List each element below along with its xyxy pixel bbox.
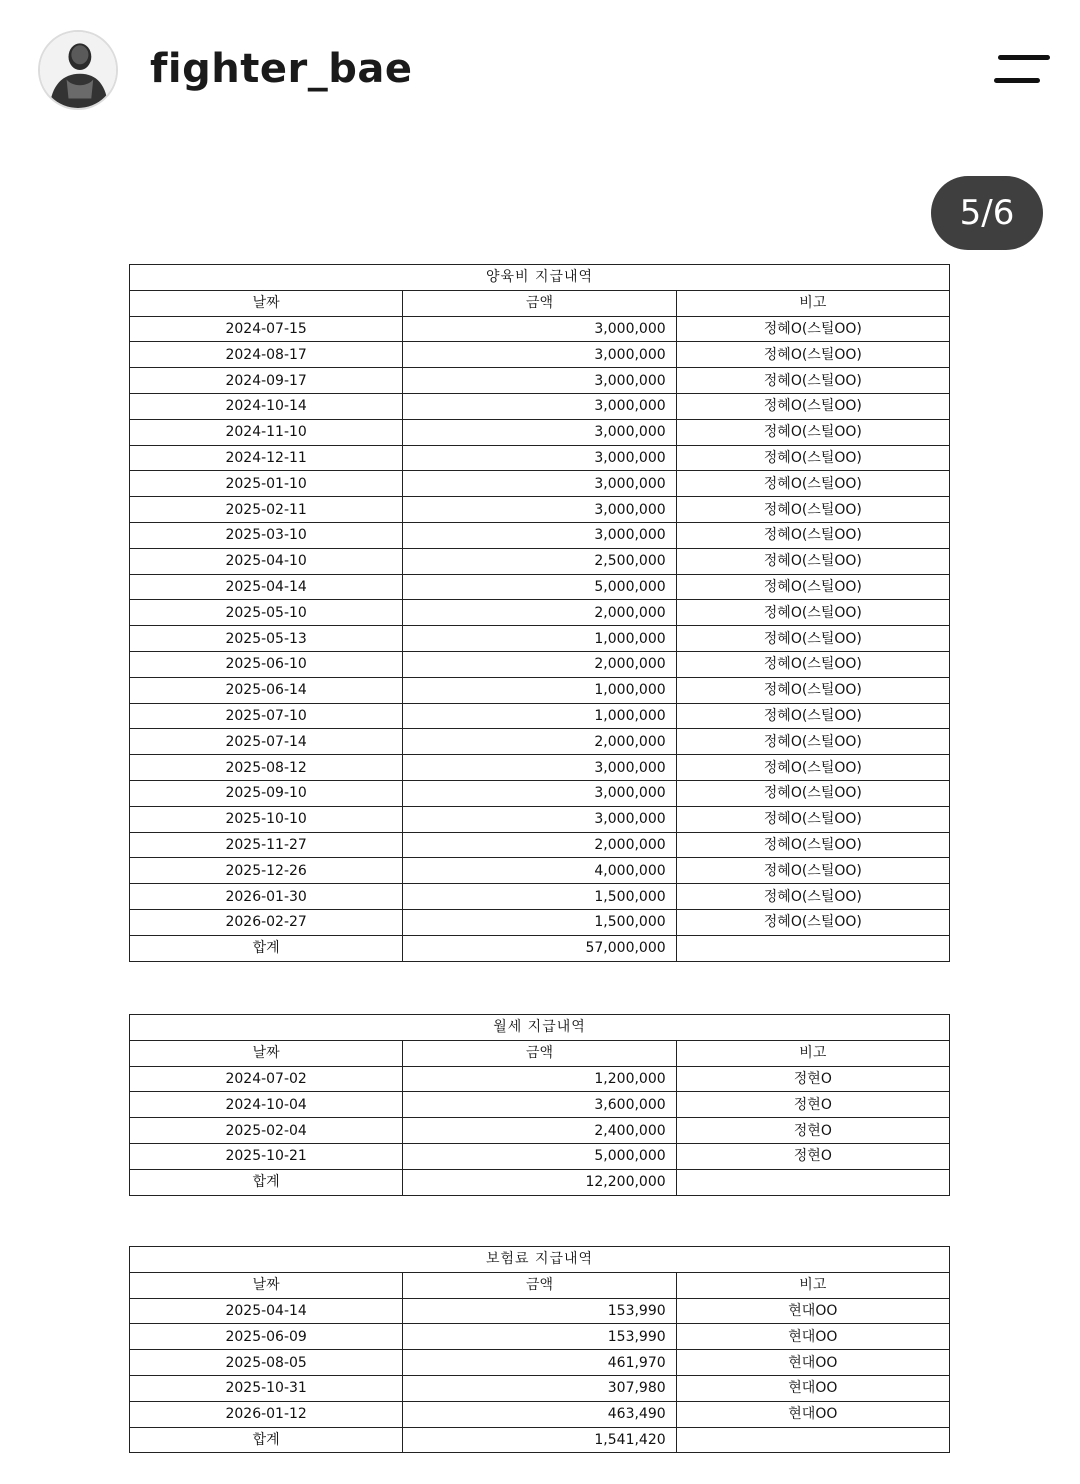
username[interactable]: fighter_bae [150,46,413,92]
cell-date: 2024-07-15 [130,316,403,342]
cell-note: 현대OO [676,1350,949,1376]
cell-amount: 3,000,000 [403,342,676,368]
table-row [130,1401,950,1427]
cell-amount: 153,990 [403,1298,676,1324]
header-date: 날짜 [130,1040,403,1066]
cell-amount: 3,000,000 [403,445,676,471]
cell-amount: 5,000,000 [403,574,676,600]
cell-amount: 3,000,000 [403,419,676,445]
table-title-row [130,1247,950,1273]
cell-note: 정현O [676,1118,949,1144]
cell-note: 현대OO [676,1298,949,1324]
cell-note: 현대OO [676,1324,949,1350]
cell-amount: 3,000,000 [403,755,676,781]
cell-amount: 2,400,000 [403,1118,676,1144]
cell-amount: 3,000,000 [403,368,676,394]
cell-amount: 2,000,000 [403,651,676,677]
table-row [130,1298,950,1324]
cell-amount: 3,000,000 [403,497,676,523]
table-row [130,677,950,703]
cell-amount: 3,000,000 [403,522,676,548]
cell-note: 정혜O(스틸OO) [676,729,949,755]
total-row [130,1169,950,1195]
table-row [130,626,950,652]
cell-note: 정혜O(스틸OO) [676,651,949,677]
hamburger-menu-icon[interactable] [990,52,1054,86]
cell-date: 2025-02-04 [130,1118,403,1144]
table-row [130,316,950,342]
total-row [130,935,950,961]
table-header-row [130,290,950,316]
cell-date: 2025-04-14 [130,574,403,600]
cell-amount: 3,000,000 [403,780,676,806]
cell-date: 2025-08-12 [130,755,403,781]
cell-date: 2025-09-10 [130,780,403,806]
table-row [130,368,950,394]
table-row [130,884,950,910]
page-indicator-badge: 5/6 [931,176,1043,250]
cell-amount: 1,000,000 [403,626,676,652]
cell-amount: 3,000,000 [403,316,676,342]
cell-note: 정혜O(스틸OO) [676,626,949,652]
cell-date: 2025-03-10 [130,522,403,548]
cell-date: 2026-01-30 [130,884,403,910]
ledger-table [129,1246,950,1453]
menu-line [998,55,1050,60]
cell-note: 정혜O(스틸OO) [676,368,949,394]
cell-date: 2024-11-10 [130,419,403,445]
cell-amount: 4,000,000 [403,858,676,884]
cell-amount: 5,000,000 [403,1143,676,1169]
cell-date: 2025-11-27 [130,832,403,858]
cell-date: 2025-12-26 [130,858,403,884]
cell-note: 정현O [676,1143,949,1169]
cell-amount: 2,500,000 [403,548,676,574]
table-row [130,497,950,523]
total-label: 합계 [130,935,403,961]
cell-date: 2024-08-17 [130,342,403,368]
cell-note: 정혜O(스틸OO) [676,574,949,600]
cell-note: 정혜O(스틸OO) [676,677,949,703]
total-amount: 1,541,420 [403,1427,676,1453]
cell-amount: 461,970 [403,1350,676,1376]
cell-note: 현대OO [676,1375,949,1401]
table-row [130,445,950,471]
cell-date: 2025-10-31 [130,1375,403,1401]
cell-amount: 463,490 [403,1401,676,1427]
cell-amount: 1,000,000 [403,677,676,703]
cell-amount: 3,600,000 [403,1092,676,1118]
cell-note: 정혜O(스틸OO) [676,393,949,419]
cell-note: 정혜O(스틸OO) [676,755,949,781]
table-row [130,651,950,677]
cell-amount: 3,000,000 [403,471,676,497]
ledger-insurance [129,1246,950,1453]
table-header-row [130,1040,950,1066]
cell-amount: 2,000,000 [403,729,676,755]
cell-note: 정혜O(스틸OO) [676,703,949,729]
table-row [130,858,950,884]
total-note [676,1169,949,1195]
cell-note: 정혜O(스틸OO) [676,548,949,574]
table-row [130,1350,950,1376]
cell-note: 정혜O(스틸OO) [676,806,949,832]
cell-note: 현대OO [676,1401,949,1427]
header-amount: 금액 [403,290,676,316]
cell-date: 2024-07-02 [130,1066,403,1092]
total-amount: 12,200,000 [403,1169,676,1195]
table-row [130,522,950,548]
cell-amount: 1,000,000 [403,703,676,729]
ledger-table [129,1014,950,1196]
header-note: 비고 [676,290,949,316]
cell-date: 2025-02-11 [130,497,403,523]
cell-amount: 3,000,000 [403,393,676,419]
table-row [130,471,950,497]
cell-note: 정혜O(스틸OO) [676,445,949,471]
cell-date: 2026-02-27 [130,909,403,935]
header-date: 날짜 [130,290,403,316]
total-note [676,1427,949,1453]
header-amount: 금액 [403,1040,676,1066]
cell-date: 2024-10-04 [130,1092,403,1118]
cell-amount: 307,980 [403,1375,676,1401]
cell-note: 정혜O(스틸OO) [676,342,949,368]
cell-amount: 1,500,000 [403,909,676,935]
table-row [130,393,950,419]
cell-date: 2024-12-11 [130,445,403,471]
total-label: 합계 [130,1169,403,1195]
header-amount: 금액 [403,1272,676,1298]
avatar[interactable] [38,30,118,110]
table-row [130,1143,950,1169]
table-row [130,806,950,832]
cell-note: 정혜O(스틸OO) [676,909,949,935]
cell-date: 2025-05-13 [130,626,403,652]
table-title-row [130,265,950,291]
cell-date: 2025-10-21 [130,1143,403,1169]
table-row [130,703,950,729]
table-title: 월세 지급내역 [130,1015,950,1041]
table-row [130,909,950,935]
table-header-row [130,1272,950,1298]
header-date: 날짜 [130,1272,403,1298]
table-row [130,755,950,781]
cell-note: 정혜O(스틸OO) [676,471,949,497]
profile-photo [40,32,116,108]
cell-note: 정혜O(스틸OO) [676,832,949,858]
cell-note: 정혜O(스틸OO) [676,884,949,910]
table-row [130,1118,950,1144]
cell-date: 2025-10-10 [130,806,403,832]
table-row [130,780,950,806]
cell-amount: 1,200,000 [403,1066,676,1092]
table-row [130,419,950,445]
cell-date: 2025-05-10 [130,600,403,626]
table-row [130,342,950,368]
cell-note: 정혜O(스틸OO) [676,497,949,523]
cell-date: 2025-01-10 [130,471,403,497]
cell-note: 정혜O(스틸OO) [676,316,949,342]
cell-date: 2025-04-10 [130,548,403,574]
cell-date: 2025-06-10 [130,651,403,677]
table-title-row [130,1015,950,1041]
cell-date: 2025-06-14 [130,677,403,703]
table-row [130,1324,950,1350]
table-row [130,574,950,600]
table-row [130,729,950,755]
cell-note: 정혜O(스틸OO) [676,858,949,884]
cell-amount: 2,000,000 [403,600,676,626]
total-amount: 57,000,000 [403,935,676,961]
table-row [130,1375,950,1401]
table-row [130,832,950,858]
table-row [130,1092,950,1118]
cell-date: 2025-07-14 [130,729,403,755]
cell-amount: 3,000,000 [403,806,676,832]
table-row [130,548,950,574]
post-header [0,0,1080,140]
cell-note: 정현O [676,1066,949,1092]
menu-line [994,78,1040,83]
cell-note: 정현O [676,1092,949,1118]
cell-date: 2025-08-05 [130,1350,403,1376]
table-row [130,1066,950,1092]
ledger-table [129,264,950,962]
cell-date: 2026-01-12 [130,1401,403,1427]
table-title: 보험료 지급내역 [130,1247,950,1273]
header-note: 비고 [676,1272,949,1298]
cell-note: 정혜O(스틸OO) [676,600,949,626]
table-row [130,600,950,626]
table-title: 양육비 지급내역 [130,265,950,291]
total-row [130,1427,950,1453]
cell-note: 정혜O(스틸OO) [676,419,949,445]
cell-date: 2024-09-17 [130,368,403,394]
cell-note: 정혜O(스틸OO) [676,780,949,806]
cell-amount: 153,990 [403,1324,676,1350]
cell-date: 2025-04-14 [130,1298,403,1324]
cell-note: 정혜O(스틸OO) [676,522,949,548]
cell-date: 2025-07-10 [130,703,403,729]
cell-date: 2024-10-14 [130,393,403,419]
cell-amount: 1,500,000 [403,884,676,910]
total-note [676,935,949,961]
ledger-rent [129,1014,950,1196]
cell-date: 2025-06-09 [130,1324,403,1350]
header-note: 비고 [676,1040,949,1066]
cell-amount: 2,000,000 [403,832,676,858]
total-label: 합계 [130,1427,403,1453]
ledger-child-support [129,264,950,962]
